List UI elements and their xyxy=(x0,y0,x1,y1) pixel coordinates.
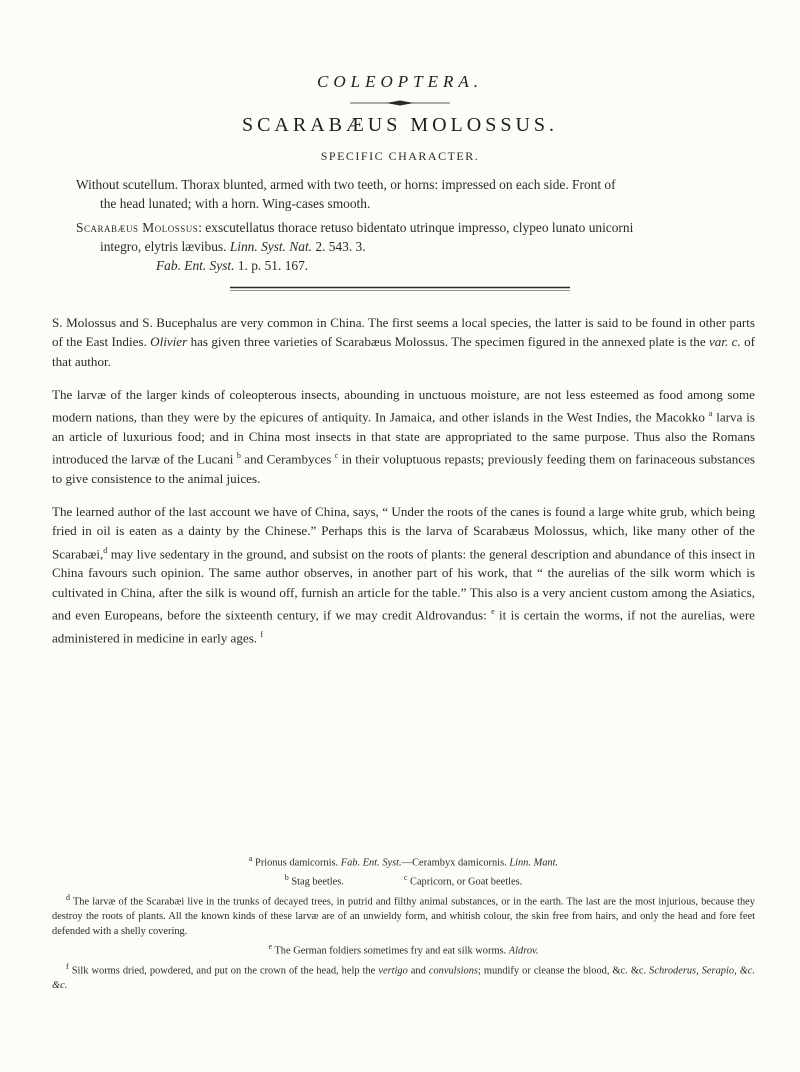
p1-text-a: S. Molossus and S. Bucephalus are very common in China. The first seems a local species, the latter is said to be found in other parts of the East Indies. xyxy=(52,315,755,350)
footnotes xyxy=(52,851,755,993)
body-text xyxy=(52,313,755,661)
footnote-a-text: Prionus damicornis. xyxy=(252,857,341,869)
double-rule xyxy=(230,286,570,292)
footnote-e-mark: e xyxy=(268,942,273,952)
ornament-rule xyxy=(350,100,450,106)
footnote-c-text: Capricorn, or Goat beetles. xyxy=(407,876,523,888)
ref-linnaeus-loc: 2. 543. 3. xyxy=(312,239,366,254)
page-title: SCARABÆUS MOLOSSUS. xyxy=(241,114,559,136)
footnote-ref-f: f xyxy=(260,629,264,639)
footnote-d-mark: d xyxy=(66,892,70,902)
ref-fabricius-loc: 1. p. 51. 167. xyxy=(234,258,309,273)
footnote-b-text: Stag beetles. xyxy=(288,876,344,888)
footnote-a xyxy=(52,851,755,870)
p1-text-b: has given three varieties of Scarabæus Molossus. The specimen figured in the annexed plate is the xyxy=(187,334,709,350)
footnote-e-text: The German foldiers sometimes fry and eat silk worms. xyxy=(272,945,509,957)
footnote-f-mark: f xyxy=(66,961,69,971)
footnote-e-ref: Aldrov. xyxy=(508,945,539,957)
footnote-e xyxy=(52,939,755,958)
footnote-f-and: and xyxy=(407,965,429,977)
p1-variety: var. c. xyxy=(709,334,741,350)
footnote-f-text-2: ; mundify or cleanse the blood, &c. &c. xyxy=(477,965,650,977)
p3-text-b: may live sedentary in the ground, and subsist on the roots of plants: the general description and abundance of this insect in China favours such opinion. The same author observes, in another part of his work, that “ the aurelias of the silk worm which is cultivated in China, after the silk is wound off, furnish an article for the table.” This also is a very ancient custom among the Asiatics, and even Europeans, before the sixteenth century, if we may credit Aldrovandus: xyxy=(52,546,755,623)
english-line-1: Without scutellum. Thorax blunted, armed with two teeth, or horns: impressed on each side. Front of xyxy=(76,177,616,192)
footnote-a-ref: Fab. Ent. Syst. xyxy=(340,857,402,869)
paragraph-1 xyxy=(52,313,755,371)
species-name: Scarabæus Molossus xyxy=(76,220,199,235)
footnote-a-ref-2: Linn. Mant. xyxy=(509,857,559,869)
footnote-d xyxy=(52,890,755,939)
footnote-ref-e: e xyxy=(491,606,495,616)
latin-line-1: : exscutellatus thorace retuso bidentato utrinque impresso, clypeo lunato unicorni xyxy=(198,220,634,235)
footnote-a-text-2: —Cerambyx damicornis. xyxy=(401,857,510,869)
latin-character xyxy=(52,218,754,275)
p2-text-a: The larvæ of the larger kinds of coleopterous insects, abounding in unctuous moisture, are not less esteemed as food among some modern nations, than they were by the epicures of antiquity. In Jamaica, and other islands in the West Indies, the Macokko xyxy=(52,386,755,425)
footnote-ref-b: b xyxy=(236,451,241,461)
running-head: COLEOPTERA. xyxy=(317,72,483,91)
section-heading: SPECIFIC CHARACTER. xyxy=(320,149,480,163)
paragraph-3 xyxy=(52,502,755,647)
p2-text-d: in their voluptuous repasts; previously feeding them on farinaceous substances to give consistence to the animal juices. xyxy=(52,451,755,486)
ref-linnaeus: Linn. Syst. Nat. xyxy=(229,239,313,254)
footnote-f-vertigo: vertigo xyxy=(378,965,408,977)
footnote-f-convulsions: convulsions xyxy=(428,965,478,977)
footnote-ref-a: a xyxy=(708,409,713,419)
footnote-ref-d: d xyxy=(103,545,108,555)
footnote-b-mark: b xyxy=(284,873,289,883)
footnote-f-text: Silk worms dried, powdered, and put on the crown of the head, help the xyxy=(68,965,379,977)
latin-line-2: integro, elytris lævibus. xyxy=(100,239,230,254)
paragraph-2 xyxy=(52,385,755,488)
footnote-d-text: The larvæ of the Scarabæi live in the trunks of decayed trees, in putrid and filthy animal substances, or in the earth. The last are the most injurious, because they destroy the roots of plants. All the known kinds of these larvæ are of an unwieldy form, and whitish colour, the skin free from hairs, and only the head and fore feet defended with a shelly covering. xyxy=(52,896,755,938)
footnote-a-mark: a xyxy=(248,854,253,863)
footnote-f-ref: Schroderus, Serapio, &c. &c. xyxy=(52,965,755,992)
p3-text-c: it is certain the worms, if not the aurelias, were administered in medicine in early ages. xyxy=(52,607,755,645)
p3-text-a: The learned author of the last account we have of China, says, “ Under the roots of the canes is found a large white grub, which being fried in oil is eaten as a dainty by the Chinese.” Perhaps this is the larva of Scarabæus Molossus, which, like many other of the Scarabæi, xyxy=(52,504,755,562)
footnote-f xyxy=(52,959,755,993)
p1-author: Olivier xyxy=(150,334,188,350)
p2-text-c: and Cerambyces xyxy=(240,451,335,467)
ref-fabricius: Fab. Ent. Syst. xyxy=(156,258,235,273)
footnote-ref-c: c xyxy=(334,451,339,461)
footnote-bc xyxy=(52,870,755,889)
english-line-2: the head lunated; with a horn. Wing-cases smooth. xyxy=(100,196,371,211)
footnote-c-mark: c xyxy=(403,873,408,883)
english-character xyxy=(52,175,754,213)
p1-text-c: of that author. xyxy=(52,334,755,369)
p2-text-b: larva is an article of luxurious food; and in China most insects in that state are appropriated to the same purpose. Thus also the Romans introduced the larvæ of the Lucani xyxy=(52,409,755,467)
